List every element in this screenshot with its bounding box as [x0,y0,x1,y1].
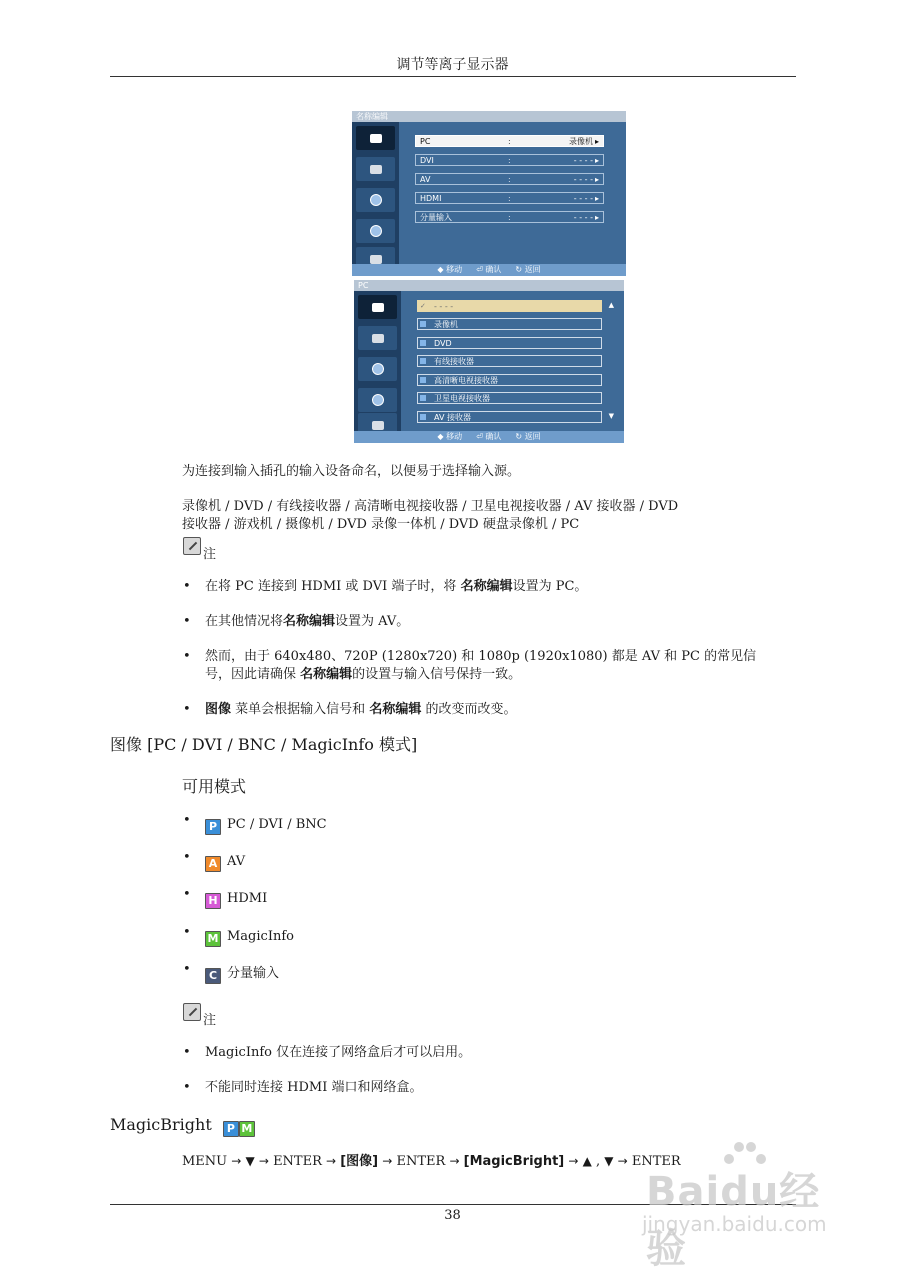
osd-list-item[interactable]: AV 接收器 [417,411,602,423]
osd-row-colon: : [508,137,511,146]
arrow-right-icon: → [258,1154,269,1168]
note-item: • 不能同时连接 HDMI 端口和网络盒。 [183,1080,423,1095]
osd-row-label: HDMI [420,194,442,203]
bullet-icon: • [183,649,191,664]
sound-icon [358,357,397,381]
pc-mode-icon: P [223,1121,239,1137]
arrow-right-icon: → [382,1154,393,1168]
mode-item: • M MagicInfo [183,925,294,945]
note-label: 注 [203,1013,217,1028]
component-mode-icon: C [205,968,221,984]
page-number: 38 [444,1208,461,1223]
osd-row-component[interactable] [415,211,604,223]
running-header: 调节等离子显示器 [396,57,509,73]
scroll-up-icon[interactable]: ▲ [608,301,614,309]
enter-icon: ⏎ [476,265,483,274]
bullet-icon: • [183,702,191,717]
device-list-line1: 录像机 / DVD / 有线接收器 / 高清晰电视接收器 / 卫星电视接收器 / AV 接收器 / DVD [182,499,679,514]
bullet-icon: • [183,925,191,940]
arrow-right-icon: → [231,1154,242,1168]
setup-icon [356,219,395,243]
arrow-right-icon: → [449,1154,460,1168]
item-marker-icon [420,340,426,346]
chevron-right-icon: ▸ [594,194,599,203]
bold-term: 名称编辑 [283,614,336,629]
osd-footer-move: ◆ 移动 [437,265,463,274]
osd-sidebar [352,122,399,264]
chevron-right-icon: ▸ [594,213,599,222]
move-arrows-icon: ◆ [437,432,444,441]
osd-row-label: 分量输入 [420,213,452,222]
watermark-url: jingyan.baidu.com [642,1212,827,1236]
arrow-right-icon: → [617,1154,628,1168]
note-item: • 在将 PC 连接到 HDMI 或 DVI 端子时，将 名称编辑设置为 PC。 [183,579,588,594]
move-arrows-icon: ◆ [437,265,444,274]
note-item: • MagicInfo 仅在连接了网络盒后才可以启用。 [183,1045,472,1060]
bold-term: 名称编辑 [460,579,513,594]
note-icon [183,1003,201,1021]
mode-item: • P PC / DVI / BNC [183,813,327,833]
note-item: • 然而，由于 640x480、720P (1280x720) 和 1080p (1920x1080) 都是 AV 和 PC 的常见信 号，因此请确保 名称编辑的设置与输入信号保持一致。 [183,649,757,682]
osd-row-label: DVI [420,156,434,165]
bullet-icon: • [183,850,191,865]
up-key-icon: ▲ [582,1154,592,1168]
sound-icon [356,188,395,212]
hdmi-mode-icon: H [205,893,221,909]
note-icon [183,537,201,555]
input-icon [356,126,395,150]
arrow-right-icon: → [326,1154,337,1168]
osd-name-edit-screen [352,111,626,276]
mode-item: • A AV [183,850,246,870]
osd-row-colon: : [508,194,511,203]
pc-mode-icon: P [205,819,221,835]
osd-list-item[interactable]: 有线接收器 [417,355,602,367]
bullet-icon: • [183,614,191,629]
osd-footer [352,264,626,276]
osd-footer [354,431,624,443]
osd-row-colon: : [508,156,511,165]
osd-list-item[interactable]: DVD [417,337,602,349]
osd-row-colon: : [508,213,511,222]
bullet-icon: • [183,1080,191,1095]
mode-item: • H HDMI [183,887,268,907]
menu-path: MENU → ▼ → ENTER → [图像] → ENTER → [MagicBright] → ▲ , ▼ → ENTER [182,1154,681,1169]
bold-term: 名称编辑 [369,702,422,717]
enter-key: ENTER [396,1154,446,1169]
osd-row-value: 录像机 [568,137,593,146]
chevron-right-icon: ▸ [594,156,599,165]
osd-footer-return: ↻ 返回 [515,432,541,441]
enter-key: ENTER [273,1154,322,1169]
osd-row-label: PC [420,137,431,146]
menu-item-magicbright: [MagicBright] [463,1154,565,1169]
input-icon [358,295,397,319]
enter-key: ENTER [631,1154,681,1169]
return-icon: ↻ [515,265,523,274]
setup-icon [358,388,397,412]
osd-sidebar [354,291,401,431]
check-icon: ✓ [420,302,426,310]
osd-list-item[interactable]: ✓ - - - - [417,300,602,312]
osd-row-value: - - - - [573,156,593,165]
bold-term: 名称编辑 [300,667,353,682]
av-mode-icon: A [205,856,221,872]
osd-list-item[interactable]: 录像机 [417,318,602,330]
osd-row-pc[interactable] [415,135,604,147]
magicinfo-mode-icon: M [205,931,221,947]
item-marker-icon [420,377,426,383]
arrow-right-icon: → [568,1154,579,1168]
osd-row-label: AV [420,175,431,184]
osd-row-colon: : [508,175,511,184]
chevron-right-icon: ▸ [594,175,599,184]
bullet-icon: • [183,579,191,594]
intro-paragraph: 为连接到输入插孔的输入设备命名，以便易于选择输入源。 [182,464,521,479]
bullet-icon: • [183,1045,191,1060]
osd-list-item[interactable]: 卫星电视接收器 [417,392,602,404]
osd-row-dvi[interactable] [415,154,604,166]
magicbright-heading: MagicBright P M [110,1114,255,1137]
watermark-brand: Baidu经验 [646,1169,821,1272]
return-icon: ↻ [515,432,523,441]
picture-icon [356,157,395,181]
enter-icon: ⏎ [476,432,483,441]
menu-key: MENU [182,1154,228,1169]
header-rule [110,76,796,77]
note-label: 注 [203,547,217,562]
scroll-down-icon[interactable]: ▼ [608,412,614,420]
osd-row-value: - - - - [573,213,593,222]
mode-item: • C 分量输入 [183,962,280,982]
osd-row-av[interactable] [415,173,604,185]
item-marker-icon [420,395,426,401]
picture-icon [358,326,397,350]
osd-footer-return: ↻ 返回 [515,265,541,274]
section-heading: 图像 [PC / DVI / BNC / MagicInfo 模式] [110,735,418,754]
osd-title: 名称编辑 [352,111,626,122]
down-key-icon: ▼ [604,1154,614,1168]
down-key-icon: ▼ [245,1154,255,1168]
osd-row-value: - - - - [573,194,593,203]
osd-title: PC [354,280,624,291]
bullet-icon: • [183,887,191,902]
baidu-watermark [640,1140,860,1270]
device-list-line2: 接收器 / 游戏机 / 摄像机 / DVD 录像一体机 / DVD 硬盘录像机 / PC [182,517,580,532]
item-marker-icon [420,321,426,327]
osd-footer-enter: ⏎ 确认 [476,265,502,274]
osd-list-item[interactable]: 高清晰电视接收器 [417,374,602,386]
note-item: • 在其他情况将名称编辑设置为 AV。 [183,614,410,629]
osd-pc-name-list-screen [354,280,624,443]
osd-footer-move: ◆ 移动 [437,432,463,441]
bold-term: 图像 [205,702,232,717]
osd-row-value: - - - - [573,175,593,184]
chevron-right-icon: ▸ [594,137,599,146]
osd-row-hdmi[interactable] [415,192,604,204]
osd-footer-enter: ⏎ 确认 [476,432,502,441]
bullet-icon: • [183,962,191,977]
osd-main [409,291,616,431]
note-item: • 图像 菜单会根据输入信号和 名称编辑 的改变而改变。 [183,702,517,717]
osd-main [407,122,618,264]
magicinfo-mode-icon: M [239,1121,255,1137]
item-marker-icon [420,414,426,420]
menu-item-image: [图像] [340,1154,379,1169]
modes-heading: 可用模式 [182,777,247,796]
bullet-icon: • [183,813,191,828]
item-marker-icon [420,358,426,364]
